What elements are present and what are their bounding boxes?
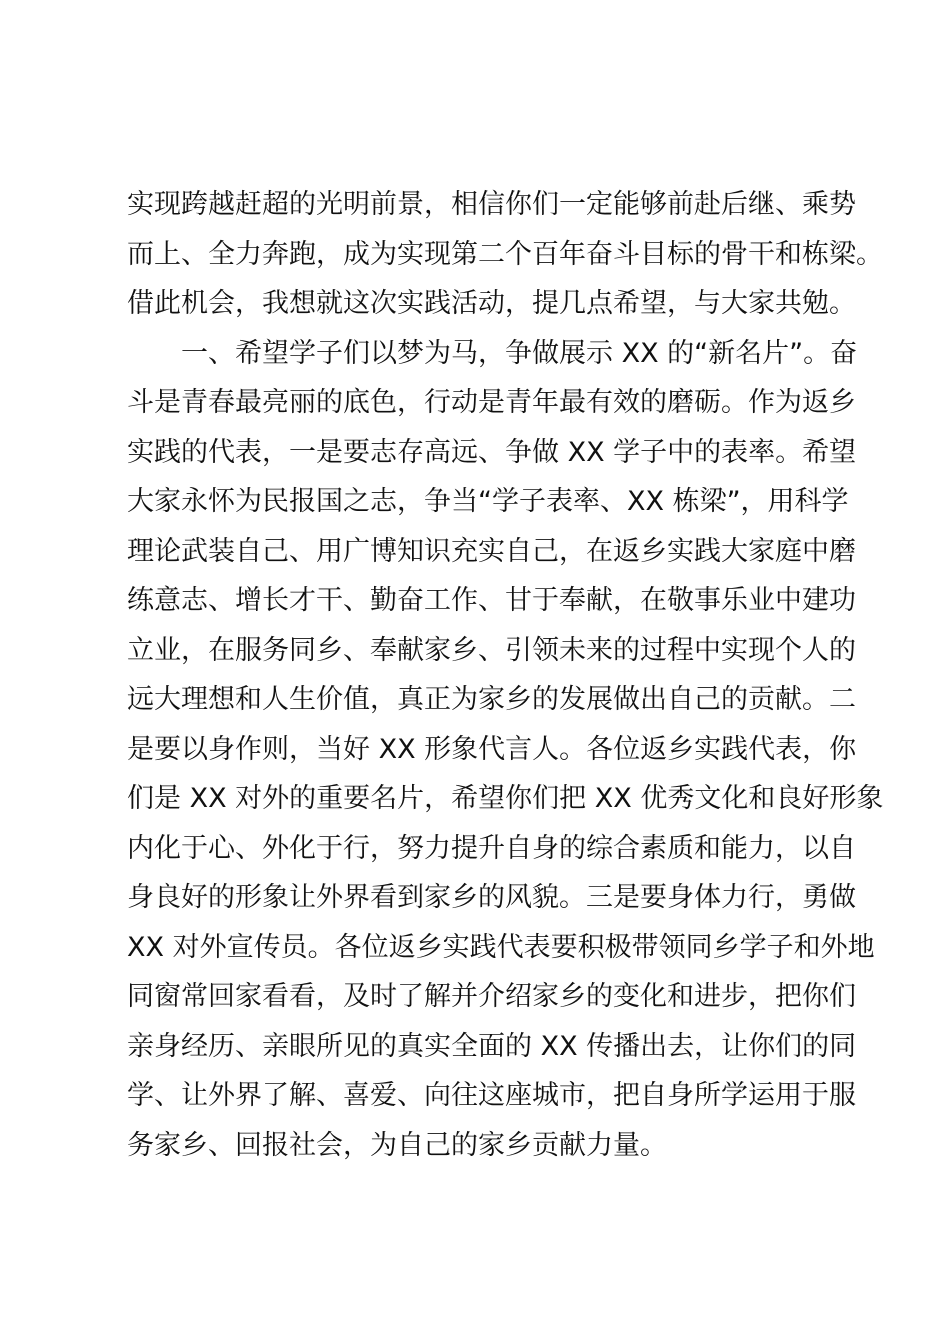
text-line: 实现跨越赶超的光明前景，相信你们一定能够前赴后继、乘势 (127, 189, 856, 220)
paragraph-heading-line: 一、希望学子们以梦为马，争做展示 XX 的“新名片”。奋 (127, 337, 858, 369)
text-line: 身良好的形象让外界看到家乡的风貌。三是要身体力行，勇做 (127, 882, 856, 913)
text-line: 理论武装自己、用广博知识充实自己，在返乡实践大家庭中磨 (127, 535, 856, 567)
text-line: 借此机会，我想就这次实践活动，提几点希望，与大家共勉。 (127, 288, 856, 319)
text-line: 内化于心、外化于行，努力提升自身的综合素质和能力，以自 (127, 832, 856, 864)
text-line: 亲身经历、亲眼所见的真实全面的 XX 传播出去，让你们的同 (127, 1030, 857, 1062)
text-line: 练意志、增长才干、勤奋工作、甘于奉献，在敬事乐业中建功 (127, 585, 856, 616)
text-line: 务家乡、回报社会，为自己的家乡贡献力量。 (127, 1129, 667, 1161)
text-line: 学、让外界了解、喜爱、向往这座城市，把自身所学运用于服 (127, 1080, 856, 1111)
text-line: 大家永怀为民报国之志，争当“学子表率、XX 栋梁”，用科学 (127, 486, 849, 517)
text-line: 远大理想和人生价值，真正为家乡的发展做出自己的贡献。二 (127, 684, 856, 715)
text-line: 实践的代表，一是要志存高远、争做 XX 学子中的表率。希望 (127, 436, 857, 468)
text-line: 而上、全力奔跑，成为实现第二个百年奋斗目标的骨干和栋梁。 (127, 238, 883, 270)
text-line: XX 对外宣传员。各位返乡实践代表要积极带领同乡学子和外地 (127, 931, 875, 963)
text-line: 同窗常回家看看，及时了解并介绍家乡的变化和进步，把你们 (127, 981, 856, 1012)
text-line: 斗是青春最亮丽的底色，行动是青年最有效的磨砺。作为返乡 (127, 387, 856, 418)
text-line: 是要以身作则，当好 XX 形象代言人。各位返乡实践代表，你 (127, 733, 857, 765)
text-line: 立业，在服务同乡、奉献家乡、引领未来的过程中实现个人的 (127, 634, 856, 666)
text-line: 们是 XX 对外的重要名片，希望你们把 XX 优秀文化和良好形象 (127, 783, 884, 814)
body-text (127, 180, 884, 1170)
